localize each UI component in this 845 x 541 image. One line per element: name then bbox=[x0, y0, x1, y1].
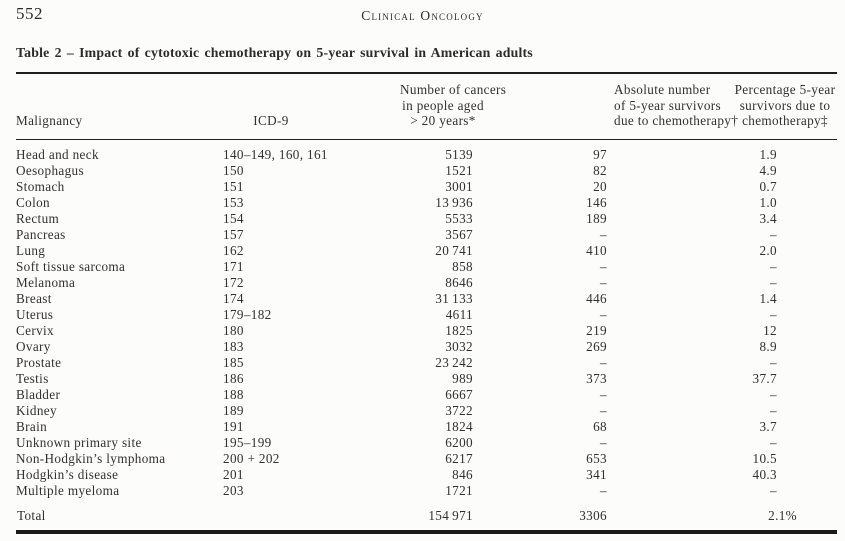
total-percentage: 2.1% bbox=[768, 507, 797, 523]
cell-percentage: – bbox=[770, 306, 777, 322]
cell-cancers: 1521 bbox=[445, 162, 473, 178]
cell-survivors: 82 bbox=[593, 162, 607, 178]
cell-survivors: – bbox=[600, 226, 607, 242]
cell-icd9: 185 bbox=[223, 354, 244, 370]
cell-percentage: – bbox=[770, 274, 777, 290]
total-label: Total bbox=[17, 507, 46, 523]
table-row bbox=[16, 163, 837, 179]
cell-icd9: 140–149, 160, 161 bbox=[223, 146, 328, 162]
cell-icd9: 179–182 bbox=[223, 306, 272, 322]
cell-percentage: – bbox=[770, 258, 777, 274]
table-row bbox=[16, 139, 837, 163]
cell-cancers: 8646 bbox=[445, 274, 473, 290]
cell-malignancy: Unknown primary site bbox=[16, 434, 142, 450]
cell-survivors: 653 bbox=[586, 450, 607, 466]
cell-cancers: 6667 bbox=[445, 386, 473, 402]
cell-cancers: 20 741 bbox=[435, 242, 473, 258]
cell-malignancy: Kidney bbox=[16, 402, 57, 418]
cell-icd9: 162 bbox=[223, 242, 244, 258]
cell-icd9: 186 bbox=[223, 370, 244, 386]
cell-malignancy: Pancreas bbox=[16, 226, 66, 242]
cell-cancers: 3032 bbox=[445, 338, 473, 354]
table-row bbox=[16, 211, 837, 227]
cell-icd9: 174 bbox=[223, 290, 244, 306]
cell-cancers: 6217 bbox=[445, 450, 473, 466]
cell-icd9: 180 bbox=[223, 322, 244, 338]
cell-icd9: 191 bbox=[223, 418, 244, 434]
cell-percentage: 10.5 bbox=[752, 450, 777, 466]
cell-icd9: 153 bbox=[223, 194, 244, 210]
header-line: of 5-year survivors bbox=[614, 97, 721, 113]
cell-survivors: 410 bbox=[586, 242, 607, 258]
cell-icd9: 189 bbox=[223, 402, 244, 418]
cell-survivors: – bbox=[600, 306, 607, 322]
cell-malignancy: Prostate bbox=[16, 354, 62, 370]
cell-survivors: 146 bbox=[586, 194, 607, 210]
cell-malignancy: Stomach bbox=[16, 178, 65, 194]
cell-malignancy: Cervix bbox=[16, 322, 54, 338]
cell-cancers: 5139 bbox=[445, 146, 473, 162]
cell-survivors: – bbox=[600, 386, 607, 402]
cell-percentage: – bbox=[770, 482, 777, 498]
table-row bbox=[16, 259, 837, 275]
table-row bbox=[16, 419, 837, 435]
cell-percentage: 40.3 bbox=[752, 466, 777, 482]
col-header-icd9 bbox=[206, 73, 336, 139]
cell-survivors: 97 bbox=[593, 146, 607, 162]
cell-icd9: 171 bbox=[223, 258, 244, 274]
cell-percentage: – bbox=[770, 402, 777, 418]
total-survivors: 3306 bbox=[579, 507, 607, 523]
cell-malignancy: Hodgkin’s disease bbox=[16, 466, 119, 482]
table-row bbox=[16, 275, 837, 291]
cell-icd9: 157 bbox=[223, 226, 244, 242]
cell-percentage: 3.4 bbox=[759, 210, 777, 226]
total-row bbox=[16, 499, 837, 532]
table-row bbox=[16, 483, 837, 499]
chemotherapy-survival-table bbox=[16, 72, 837, 534]
cell-survivors: 219 bbox=[586, 322, 607, 338]
table-row bbox=[16, 307, 837, 323]
header-line: Absolute number bbox=[614, 82, 711, 97]
cell-cancers: 1825 bbox=[445, 322, 473, 338]
cell-cancers: 13 936 bbox=[435, 194, 473, 210]
table-row bbox=[16, 387, 837, 403]
journal-running-head: Clinical Oncology bbox=[361, 8, 484, 23]
table-row bbox=[16, 339, 837, 355]
col-header-malignancy bbox=[16, 73, 206, 139]
header-line: ICD-9 bbox=[253, 113, 289, 128]
header-line: Percentage 5-year bbox=[734, 82, 836, 97]
cell-malignancy: Lung bbox=[16, 242, 46, 258]
table-row bbox=[16, 355, 837, 371]
cell-malignancy: Colon bbox=[16, 194, 50, 210]
header-line: due to chemotherapy† bbox=[614, 113, 739, 128]
cell-cancers: 858 bbox=[452, 258, 473, 274]
header-line: Malignancy bbox=[16, 113, 83, 128]
cell-malignancy: Ovary bbox=[16, 338, 51, 354]
cell-survivors: 20 bbox=[593, 178, 607, 194]
cell-malignancy: Testis bbox=[16, 370, 49, 386]
table-row bbox=[16, 467, 837, 483]
cell-icd9: 195–199 bbox=[223, 434, 272, 450]
total-cancers: 154 971 bbox=[428, 507, 473, 523]
cell-percentage: 2.0 bbox=[759, 242, 777, 258]
col-header-absolute-survivors bbox=[486, 73, 739, 139]
cell-percentage: – bbox=[770, 354, 777, 370]
cell-cancers: 31 133 bbox=[435, 290, 473, 306]
cell-malignancy: Oesophagus bbox=[16, 162, 84, 178]
table-row bbox=[16, 227, 837, 243]
cell-cancers: 6200 bbox=[445, 434, 473, 450]
cell-malignancy: Bladder bbox=[16, 386, 61, 402]
cell-icd9: 201 bbox=[223, 466, 244, 482]
cell-survivors: 189 bbox=[586, 210, 607, 226]
cell-percentage: 3.7 bbox=[759, 418, 777, 434]
cell-malignancy: Non-Hodgkin’s lymphoma bbox=[16, 450, 166, 466]
cell-icd9: 172 bbox=[223, 274, 244, 290]
cell-percentage: – bbox=[770, 386, 777, 402]
cell-survivors: – bbox=[600, 258, 607, 274]
cell-survivors: 373 bbox=[586, 370, 607, 386]
table-row bbox=[16, 195, 837, 211]
cell-percentage: – bbox=[770, 226, 777, 242]
cell-malignancy: Melanoma bbox=[16, 274, 76, 290]
cell-malignancy: Uterus bbox=[16, 306, 54, 322]
table-footer bbox=[16, 499, 837, 532]
table-row bbox=[16, 451, 837, 467]
table-row bbox=[16, 371, 837, 387]
cell-malignancy: Brain bbox=[16, 418, 48, 434]
cell-survivors: 269 bbox=[586, 338, 607, 354]
page-number: 552 bbox=[16, 4, 43, 23]
cell-survivors: – bbox=[600, 482, 607, 498]
cell-icd9: 151 bbox=[223, 178, 244, 194]
table-row bbox=[16, 179, 837, 195]
total-icd9 bbox=[206, 499, 336, 532]
cell-cancers: 1824 bbox=[445, 418, 473, 434]
cell-icd9: 154 bbox=[223, 210, 244, 226]
table-row bbox=[16, 291, 837, 307]
cell-survivors: 341 bbox=[586, 466, 607, 482]
table-row bbox=[16, 243, 837, 259]
header-row bbox=[16, 73, 837, 139]
cell-icd9: 200 + 202 bbox=[223, 450, 280, 466]
table-header bbox=[16, 73, 837, 139]
cell-icd9: 203 bbox=[223, 482, 244, 498]
cell-malignancy: Head and neck bbox=[16, 146, 99, 162]
cell-percentage: 0.7 bbox=[759, 178, 777, 194]
cell-survivors: 68 bbox=[593, 418, 607, 434]
cell-malignancy: Breast bbox=[16, 290, 52, 306]
cell-survivors: 446 bbox=[586, 290, 607, 306]
cell-malignancy: Rectum bbox=[16, 210, 60, 226]
header-line: Number of cancers bbox=[400, 82, 507, 97]
cell-percentage: 12 bbox=[763, 322, 777, 338]
cell-malignancy: Soft tissue sarcoma bbox=[16, 258, 126, 274]
cell-icd9: 188 bbox=[223, 386, 244, 402]
table-row bbox=[16, 323, 837, 339]
cell-cancers: 989 bbox=[452, 370, 473, 386]
table-row bbox=[16, 435, 837, 451]
cell-cancers: 1721 bbox=[445, 482, 473, 498]
table-body bbox=[16, 139, 837, 499]
cell-icd9: 150 bbox=[223, 162, 244, 178]
cell-percentage: 4.9 bbox=[759, 162, 777, 178]
cell-percentage: 37.7 bbox=[752, 370, 777, 386]
cell-survivors: – bbox=[600, 354, 607, 370]
cell-cancers: 4611 bbox=[445, 306, 473, 322]
cell-cancers: 846 bbox=[452, 466, 473, 482]
table-caption: Table 2 – Impact of cytotoxic chemotherapy on 5-year survival in American adults bbox=[16, 45, 533, 60]
cell-cancers: 5533 bbox=[445, 210, 473, 226]
cell-survivors: – bbox=[600, 402, 607, 418]
cell-survivors: – bbox=[600, 434, 607, 450]
header-line: > 20 years* bbox=[410, 113, 476, 128]
header-line: in people aged bbox=[402, 97, 484, 113]
cell-percentage: 1.4 bbox=[759, 290, 777, 306]
cell-survivors: – bbox=[600, 274, 607, 290]
header-line: survivors due to bbox=[739, 97, 831, 113]
cell-icd9: 183 bbox=[223, 338, 244, 354]
header-line: chemotherapy‡ bbox=[742, 113, 828, 128]
cell-cancers: 3001 bbox=[445, 178, 473, 194]
cell-percentage: – bbox=[770, 434, 777, 450]
cell-malignancy: Multiple myeloma bbox=[16, 482, 120, 498]
cell-cancers: 3722 bbox=[445, 402, 473, 418]
col-header-number-of-cancers bbox=[336, 73, 507, 139]
table-row bbox=[16, 403, 837, 419]
cell-cancers: 3567 bbox=[445, 226, 473, 242]
cell-percentage: 8.9 bbox=[759, 338, 777, 354]
cell-percentage: 1.0 bbox=[759, 194, 777, 210]
cell-cancers: 23 242 bbox=[435, 354, 473, 370]
cell-percentage: 1.9 bbox=[759, 146, 777, 162]
